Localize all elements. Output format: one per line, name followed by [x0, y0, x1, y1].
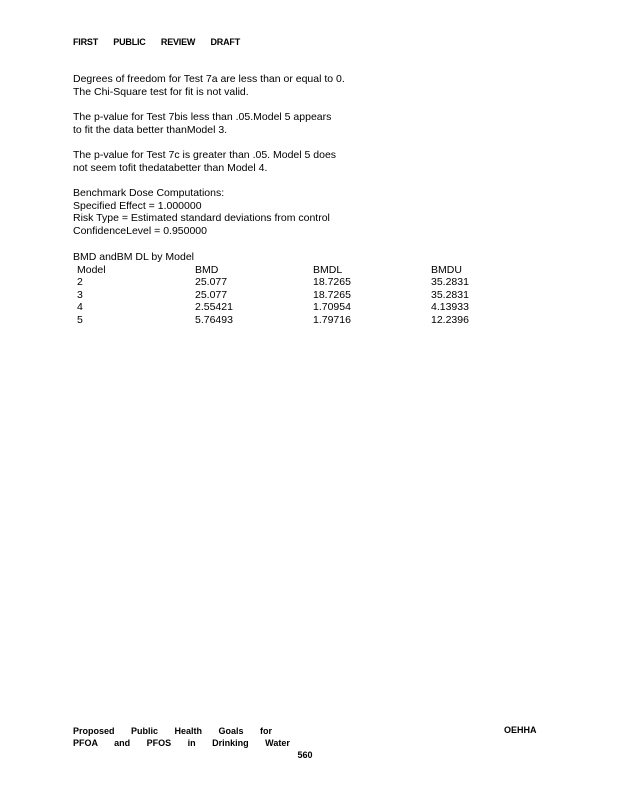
footer-line: Proposed Public Health Goals for: [73, 726, 273, 736]
table-row: [77, 314, 511, 327]
cell-bmdl: 1.79716: [313, 313, 351, 326]
cell-model: 2: [77, 276, 83, 288]
table-row: [77, 301, 511, 314]
test-7b-paragraph: [73, 111, 331, 136]
bmd-by-model-section: [73, 251, 511, 326]
page-number: 560: [297, 750, 313, 760]
degrees-of-freedom-paragraph: [73, 73, 345, 98]
cell-bmd: 5.76493: [195, 313, 233, 326]
cell-bmdu: 35.2831: [431, 288, 469, 301]
test-7c-paragraph: [73, 149, 336, 174]
paragraph-line: The Chi-Square test for fit is not valid.: [73, 85, 249, 98]
column-header-bmdu: BMDU: [431, 263, 462, 276]
cell-bmd: 25.077: [195, 276, 228, 288]
table-header-row: [77, 264, 511, 277]
confidence-level: ConfidenceLevel = 0.950000: [73, 224, 207, 237]
paragraph-line: to fit the data better thanModel 3.: [73, 123, 228, 136]
cell-bmdl: 18.7265: [313, 276, 351, 288]
cell-model: 5: [77, 313, 83, 326]
cell-bmdl: 18.7265: [313, 288, 351, 301]
cell-bmd: 2.55421: [195, 301, 233, 313]
column-header-bmd: BMD: [195, 263, 219, 276]
footer-document-title: [73, 725, 290, 749]
footer-line: PFOA and PFOS in Drinking Water: [73, 738, 290, 748]
risk-type: Risk Type = Estimated standard deviations from control: [73, 212, 330, 224]
paragraph-line: The p-value for Test 7bis less than .05.Model 5 appears: [73, 111, 332, 123]
cell-bmdu: 35.2831: [431, 276, 469, 288]
benchmark-dose-section: [73, 187, 330, 237]
bmd-table: [77, 264, 511, 327]
cell-model: 4: [77, 301, 83, 313]
cell-bmd: 25.077: [195, 288, 228, 301]
draft-header: FIRST PUBLIC REVIEW DRAFT: [73, 37, 240, 47]
paragraph-line: Degrees of freedom for Test 7a are less than or equal to 0.: [73, 73, 345, 85]
table-row: [77, 289, 511, 302]
paragraph-line: The p-value for Test 7c is greater than .05. Model 5 does: [73, 149, 337, 161]
paragraph-line: not seem tofit thedatabetter than Model 4.: [73, 161, 268, 174]
bmd-table-title: BMD andBM DL by Model: [73, 251, 194, 263]
cell-bmdl: 1.70954: [313, 301, 351, 313]
column-header-model: Model: [77, 263, 106, 276]
column-header-bmdl: BMDL: [313, 263, 343, 276]
cell-bmdu: 4.13933: [431, 301, 469, 313]
table-row: [77, 276, 511, 289]
cell-model: 3: [77, 288, 83, 301]
benchmark-title: Benchmark Dose Computations:: [73, 187, 225, 199]
cell-bmdu: 12.2396: [431, 313, 469, 326]
specified-effect: Specified Effect = 1.000000: [73, 199, 202, 212]
footer-agency: OEHHA: [504, 725, 537, 735]
